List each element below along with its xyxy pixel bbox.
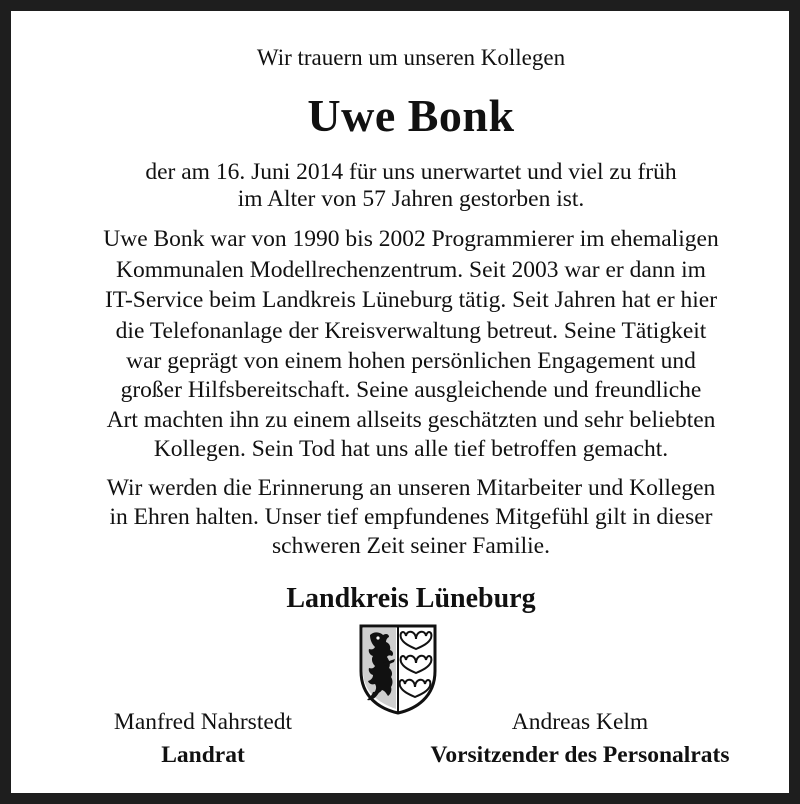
memory-line: schweren Zeit seiner Familie. <box>272 533 550 559</box>
tribute-line: Art machten ihn zu einem allseits geschätzten und sehr beliebten <box>106 407 716 433</box>
death-line: der am 16. Juni 2014 für uns unerwartet und viel zu früh <box>145 159 677 185</box>
tribute-line: IT-Service beim Landkreis Lüneburg tätig. Seit Jahren hat er hier <box>104 287 718 313</box>
tribute-line: die Telefonanlage der Kreisverwaltung betreut. Seine Tätigkeit <box>115 318 707 344</box>
deceased-name: Uwe Bonk <box>307 90 515 141</box>
signatory-right-title: Vorsitzender des Personalrats <box>430 742 730 768</box>
signatory-right-name: Andreas Kelm <box>511 709 649 735</box>
tribute-line: war geprägt von einem hohen persönlichen Engagement und <box>126 348 696 374</box>
intro-line: Wir trauern um unseren Kollegen <box>256 45 566 70</box>
death-line: im Alter von 57 Jahren gestorben ist. <box>237 186 585 212</box>
tribute-line: Kommunalen Modellrechenzentrum. Seit 2003 war er dann im <box>116 257 706 283</box>
coat-of-arms-icon <box>358 623 438 715</box>
memory-line: Wir werden die Erinnerung an unseren Mitarbeiter und Kollegen <box>106 475 716 501</box>
hearts-icon <box>400 632 432 697</box>
tribute-line: Kollegen. Sein Tod hat uns alle tief betroffen gemacht. <box>153 436 669 462</box>
tribute-line: großer Hilfsbereitschaft. Seine ausgleichende und freundliche <box>120 377 702 403</box>
signatory-left-name: Manfred Nahrstedt <box>113 709 293 735</box>
memory-line: in Ehren halten. Unser tief empfundenes Mitgefühl gilt in dieser <box>109 504 713 530</box>
signatory-left-title: Landrat <box>161 742 245 768</box>
tribute-line: Uwe Bonk war von 1990 bis 2002 Programmierer im ehemaligen <box>103 226 719 252</box>
issuer-name: Landkreis Lüneburg <box>286 583 536 614</box>
